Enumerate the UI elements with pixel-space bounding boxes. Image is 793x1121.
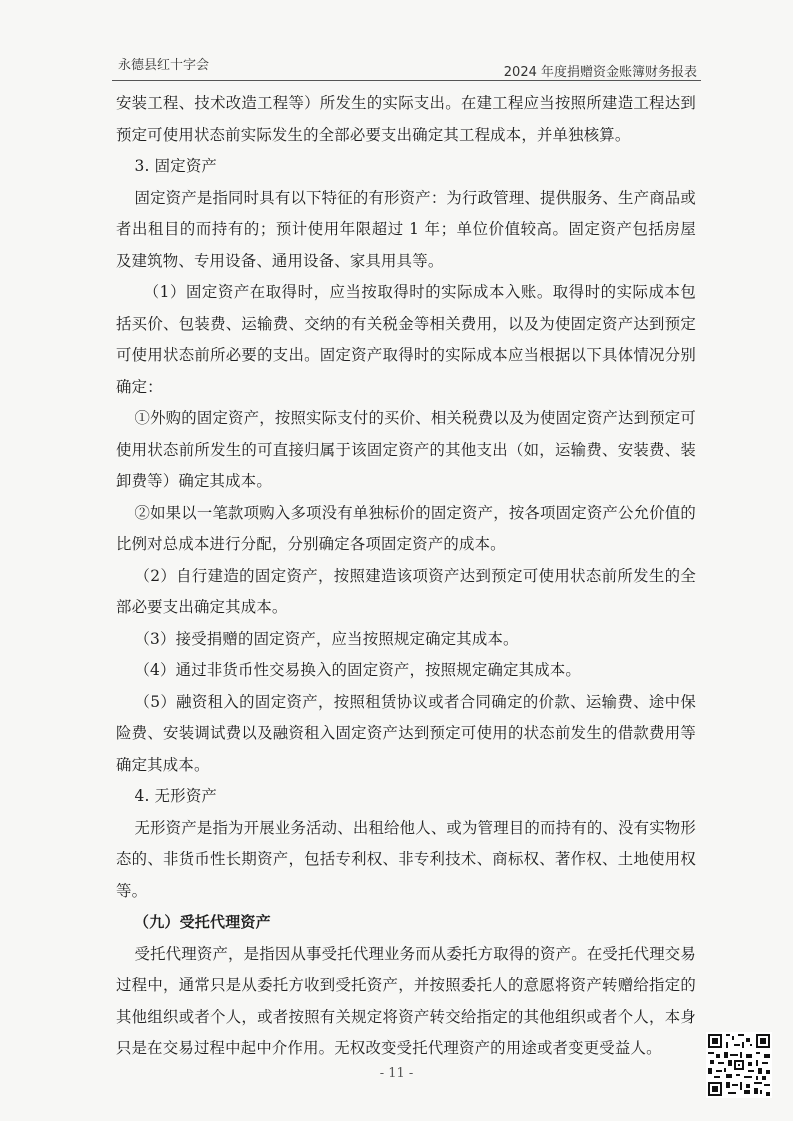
header-organization: 永德县红十字会: [118, 58, 210, 73]
paragraph-fixed-assets-acquisition: （1）固定资产在取得时，应当按取得时的实际成本入账。取得时的实际成本包括买价、包装费、运输费、交纳的有关税金等相关费用，以及为使固定资产达到预定可使用状态前所必要的支出。固定资产取得时的实际成本应当根据以下具体情况分别确定：: [116, 283, 696, 396]
section-heading-entrusted-assets: （九）受托代理资产: [134, 913, 271, 931]
paragraph-entrusted-assets-definition: 受托代理资产，是指因从事受托代理业务而从委托方取得的资产。在受托代理交易过程中，通常只是从委托方收到受托资产，并按照委托人的意愿将资产转赠给指定的其他组织或者个人，或者按照有关规定将资产转交给指定的其他组织或者个人，本身只是在交易过程中起中介作用。无权改变受托代理资产的用途或者变更受益人。: [116, 944, 696, 1057]
list-item-donated: （3）接受捐赠的固定资产，应当按照规定确定其成本。: [134, 629, 519, 648]
list-item-self-built: （2）自行建造的固定资产，按照建造该项资产达到预定可使用状态前所发生的全部必要支出确定其成本。: [116, 566, 696, 616]
header-divider: [112, 80, 701, 81]
paragraph-intangible-assets-definition: 无形资产是指为开展业务活动、出租给他人、或为管理目的而持有的、没有实物形态的、非货币性长期资产，包括专利权、非专利技术、商标权、著作权、土地使用权等。: [116, 818, 696, 900]
qr-code-icon: [706, 1032, 772, 1098]
document-body: [116, 88, 696, 1065]
section-heading-fixed-assets: 3. 固定资产: [134, 157, 218, 175]
header-report-title: 2024 年度捐赠资金账簿财务报表: [503, 65, 697, 80]
list-item-non-monetary-exchange: （4）通过非货币性交易换入的固定资产，按照规定确定其成本。: [134, 661, 581, 679]
section-heading-intangible-assets: 4. 无形资产: [134, 787, 218, 805]
paragraph-fixed-assets-definition: 固定资产是指同时具有以下特征的有形资产：为行政管理、提供服务、生产商品或者出租目的而持有的；预计使用年限超过 1 年；单位价值较高。固定资产包括房屋及建筑物、专用设备、通用设备、家具用具等。: [116, 188, 696, 270]
list-item-purchased-assets: ①外购的固定资产，按照实际支付的买价、相关税费以及为使固定资产达到预定可使用状态前所发生的可直接归属于该固定资产的其他支出（如，运输费、安装费、装卸费等）确定其成本。: [116, 409, 696, 490]
list-item-finance-lease: （5）融资租入的固定资产，按照租赁协议或者合同确定的价款、运输费、途中保险费、安装调试费以及融资租入固定资产达到预定可使用的状态前发生的借款费用等确定其成本。: [116, 692, 696, 774]
list-item-bundled-purchase: ②如果以一笔款项购入多项没有单独标价的固定资产，按各项固定资产公允价值的比例对总成本进行分配，分别确定各项固定资产的成本。: [116, 503, 696, 553]
paragraph-construction-cost: 安装工程、技术改造工程等）所发生的实际支出。在建工程应当按照所建造工程达到预定可使用状态前实际发生的全部必要支出确定其工程成本，并单独核算。: [116, 94, 696, 144]
page-number: - 11 -: [379, 1066, 414, 1081]
